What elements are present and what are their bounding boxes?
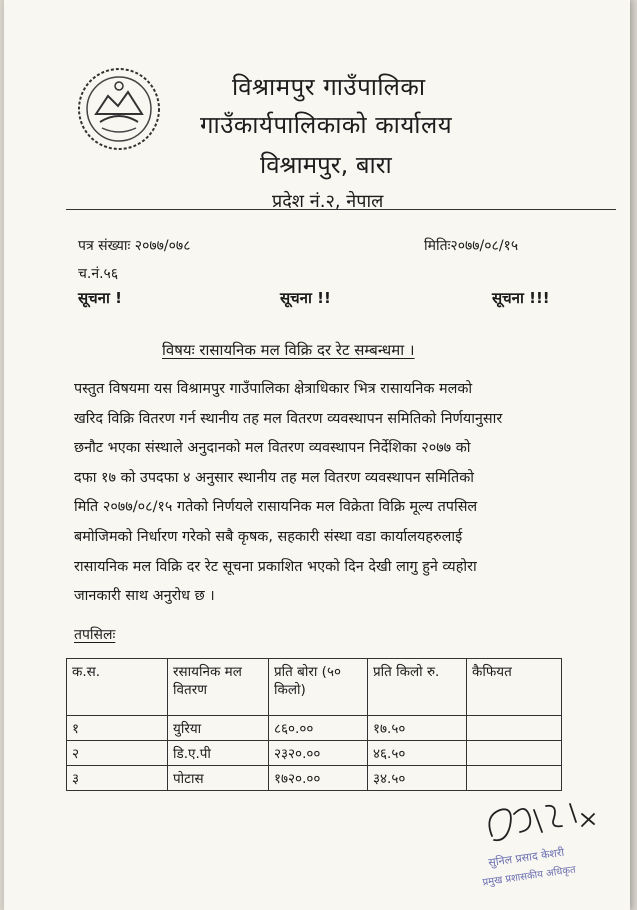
cell-per-bag: ८६०.०० [269,716,368,741]
body-line: मिति २०७७/०८/१५ गतेको निर्णयले रासायनिक मल विक्रेता विक्रि मूल्य तपसिल [74,499,478,516]
officer-title-stamp: प्रमुख प्रशासकीय अधिकृत [481,864,577,889]
cell-remarks [467,716,562,741]
body-line: रासायनिक मल विक्रि दर रेट सूचना प्रकाशित भएको दिन देखी लागु हुने व्यहोरा [74,558,477,575]
body-line: खरिद विक्रि वितरण गर्न स्थानीय तह मल वितरण व्यवस्थापन समितिको निर्णयानुसार [74,410,503,427]
office-location: विश्रामपुर, बारा [260,151,392,179]
cell-per-kg: ३४.५० [368,766,467,791]
dispatch-number: च.नं.५६ [78,266,119,282]
column-header-fertilizer: रसायनिक मल वितरण [168,659,269,716]
officer-name-stamp: सुनिल प्रसाद केशरी [487,845,566,870]
table-header-row [67,659,562,716]
column-header-per-kg: प्रति किलो रु. [368,659,467,716]
province-name: प्रदेश नं.२, नेपाल [272,191,384,212]
column-header-per-bag: प्रति बोरा (५० किलो) [269,659,368,716]
cell-fertilizer: पोटास [168,766,269,791]
cell-remarks [467,741,562,766]
cell-per-bag: २३२०.०० [269,741,368,766]
table-row [67,716,562,741]
cell-fertilizer: युरिया [168,716,269,741]
cell-per-kg: १७.५० [368,716,467,741]
table-row [67,741,562,766]
cell-serial: ३ [67,766,168,791]
nepal-emblem-icon [76,66,162,152]
column-header-remarks: कैफियत [467,659,562,716]
cell-serial: २ [67,741,168,766]
body-line: जानकारी साथ अनुरोध छ । [74,588,215,605]
body-line: बमोजिमको निर्धारण गरेको सबै कृषक, सहकारी संस्था वडा कार्यालयहरुलाई [74,528,463,545]
letter-subject: विषयः रासायनिक मल विक्रि दर रेट सम्बन्धमा । [162,341,415,359]
header-divider [66,209,616,210]
cell-per-bag: १७२०.०० [269,766,368,791]
letter-ref-number: पत्र संख्याः २०७७/०७८ [78,238,191,254]
notice-heading-1: सूचना ! [78,289,122,307]
letter-page [4,0,630,910]
schedule-label: तपसिलः [74,627,116,643]
cell-per-kg: ४६.५० [368,741,467,766]
letter-body [74,375,570,612]
table-row [67,766,562,791]
fertilizer-rate-table [66,658,562,791]
body-line: छनौट भएका संस्थाले अनुदानको मल वितरण व्यवस्थापन निर्देशिका २०७७ को [74,440,471,457]
letter-date: मितिः२०७७/०८/१५ [424,238,519,254]
column-header-serial: क.स. [67,659,168,716]
notice-heading-3: सूचना !!! [492,289,550,307]
office-name: गाउँकार्यपालिकाको कार्यालय [200,111,453,139]
body-line: दफा १७ को उपदफा ४ अनुसार स्थानीय तह मल वितरण व्यवस्थापन समितिको [74,469,475,486]
notice-heading-2: सूचना !! [280,289,331,307]
municipality-name: विश्रामपुर गाउँपालिका [232,73,426,101]
cell-serial: १ [67,716,168,741]
body-line: पस्तुत विषयमा यस विश्रामपुर गाउँपालिका क्षेत्राधिकार भित्र रासायनिक मलको [74,381,473,397]
cell-remarks [467,766,562,791]
cell-fertilizer: डि.ए.पी [168,741,269,766]
